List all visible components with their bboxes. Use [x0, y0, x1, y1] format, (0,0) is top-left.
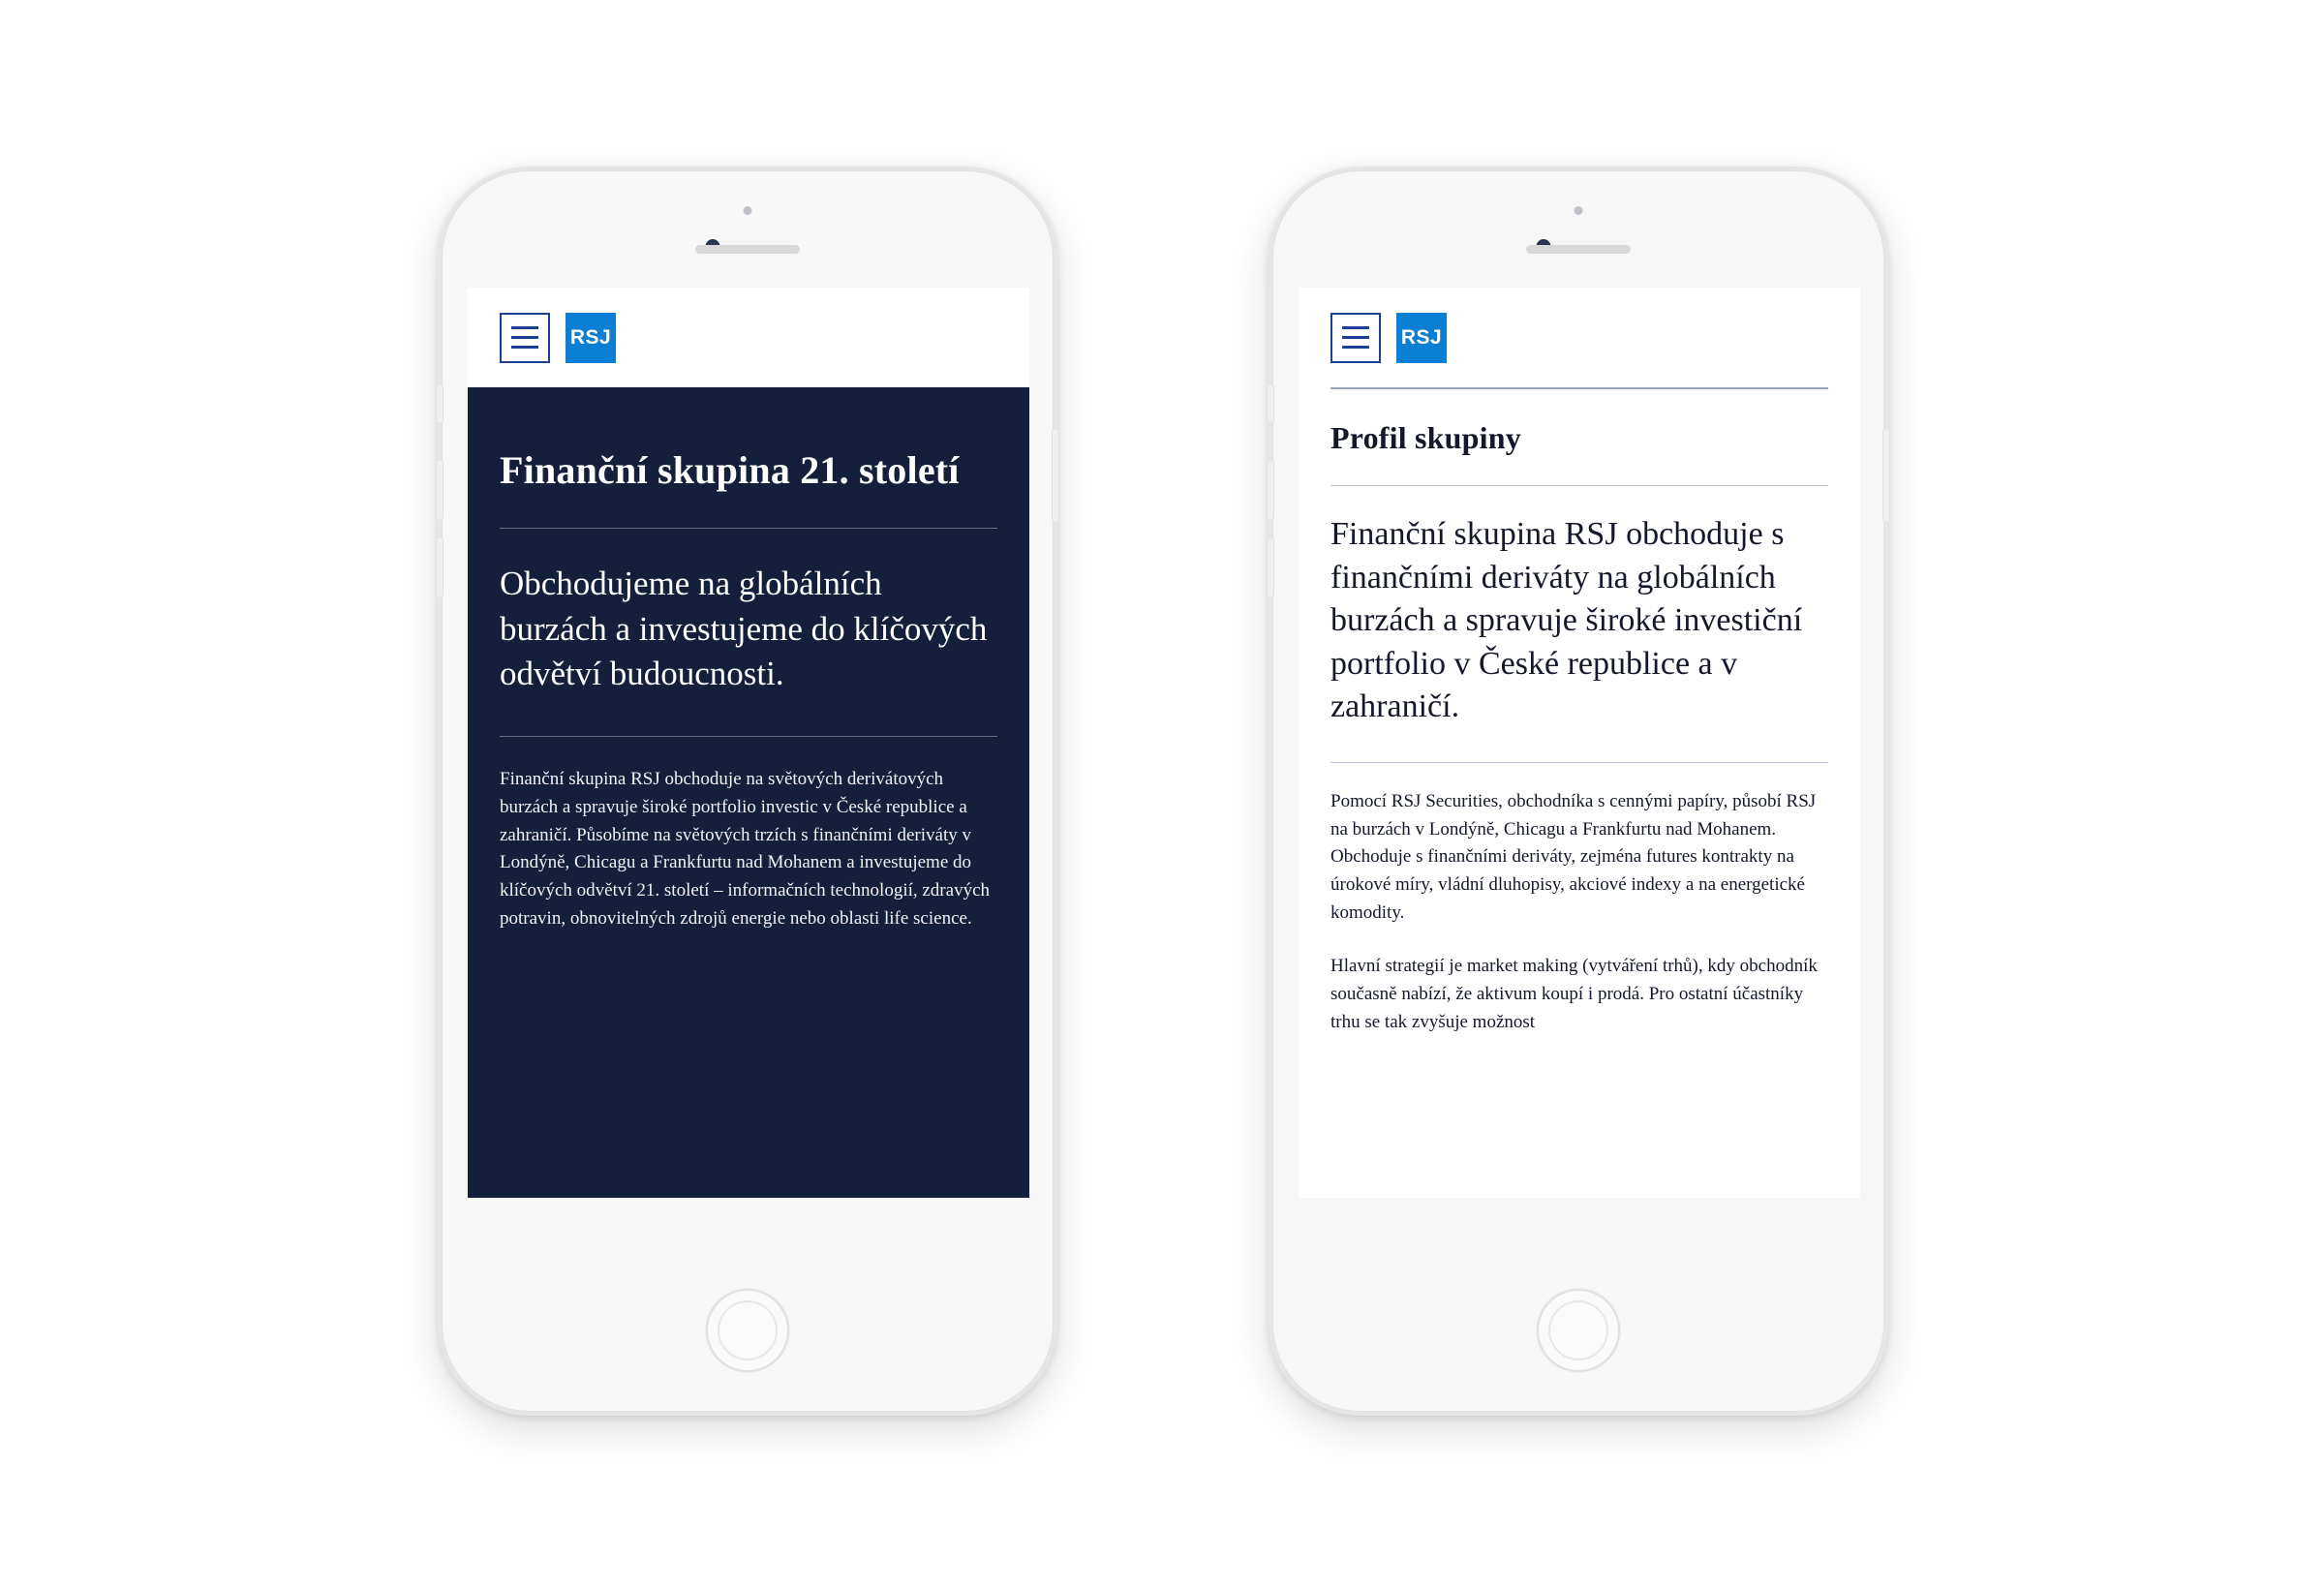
home-button[interactable] [706, 1289, 789, 1372]
site-header-right [1299, 288, 1860, 387]
power-button[interactable] [1883, 429, 1889, 522]
hero-divider-top [500, 528, 997, 529]
site-header-left [468, 288, 1029, 387]
phone-screen-left [468, 288, 1029, 1198]
earpiece-speaker [1526, 245, 1631, 254]
hero-section [468, 387, 1029, 1198]
proximity-sensor-icon [1575, 206, 1583, 215]
phone-mockup-right [1269, 167, 1888, 1416]
article-paragraph-1: Pomocí RSJ Securities, obchodníka s cennými papíry, působí RSJ na burzách v Londýně, Chicagu a Frankfurtu nad Mohanem. Obchoduje s finančními deriváty, zejména futures kontrakty na úrokové míry, vládní dluhopisy, akciové indexy a na energetické komodity. [1330, 790, 1817, 924]
volume-down-button[interactable] [1268, 537, 1273, 597]
hero-divider-bottom [500, 736, 997, 737]
home-button[interactable] [1537, 1289, 1620, 1372]
hamburger-menu-icon[interactable] [1330, 313, 1381, 363]
power-button[interactable] [1053, 429, 1058, 522]
hero-body-text: Finanční skupina RSJ obchoduje na světových derivátových burzách a spravuje široké portfolio investic v České republice a zahraničí. Působíme na světových trzích s finančními deriváty v Londýně, Chicagu a Frankfurtu nad Mohanem a investujeme do klíčových odvětví 21. století – informačních technologií, zdravých potravin, obnovitelných zdrojů energie nebo oblasti life science. [500, 768, 991, 930]
proximity-sensor-icon [744, 206, 752, 215]
article-header-divider [1330, 387, 1828, 389]
volume-up-button[interactable] [1268, 460, 1273, 520]
earpiece-speaker [695, 245, 800, 254]
volume-up-button[interactable] [437, 460, 443, 520]
silent-switch[interactable] [437, 384, 443, 423]
hamburger-menu-icon[interactable] [500, 313, 550, 363]
rsj-logo[interactable]: RSJ [566, 313, 616, 363]
silent-switch[interactable] [1268, 384, 1273, 423]
article-divider-2 [1330, 762, 1828, 763]
rsj-logo[interactable]: RSJ [1396, 313, 1447, 363]
hero-title: Finanční skupina 21. století [500, 448, 960, 492]
article-lead-text: Finanční skupina RSJ obchoduje s finančními deriváty na globálních burzách a spravuje široké investiční portfolio v České republice a v zahraničí. [1330, 516, 1803, 725]
phone-screen-right [1299, 288, 1860, 1198]
volume-down-button[interactable] [437, 537, 443, 597]
article-paragraph-2: Hlavní strategií je market making (vytváření trhů), kdy obchodník současně nabízí, že aktivum koupí i prodá. Pro ostatní účastníky trhu se tak zvyšuje možnost [1330, 956, 1818, 1032]
hero-lead-text: Obchodujeme na globálních burzách a investujeme do klíčových odvětví budoucnosti. [500, 565, 988, 693]
article-section [1299, 387, 1860, 1198]
article-heading: Profil skupiny [1330, 420, 1521, 455]
article-divider-1 [1330, 485, 1828, 486]
phone-mockup-left [438, 167, 1057, 1416]
